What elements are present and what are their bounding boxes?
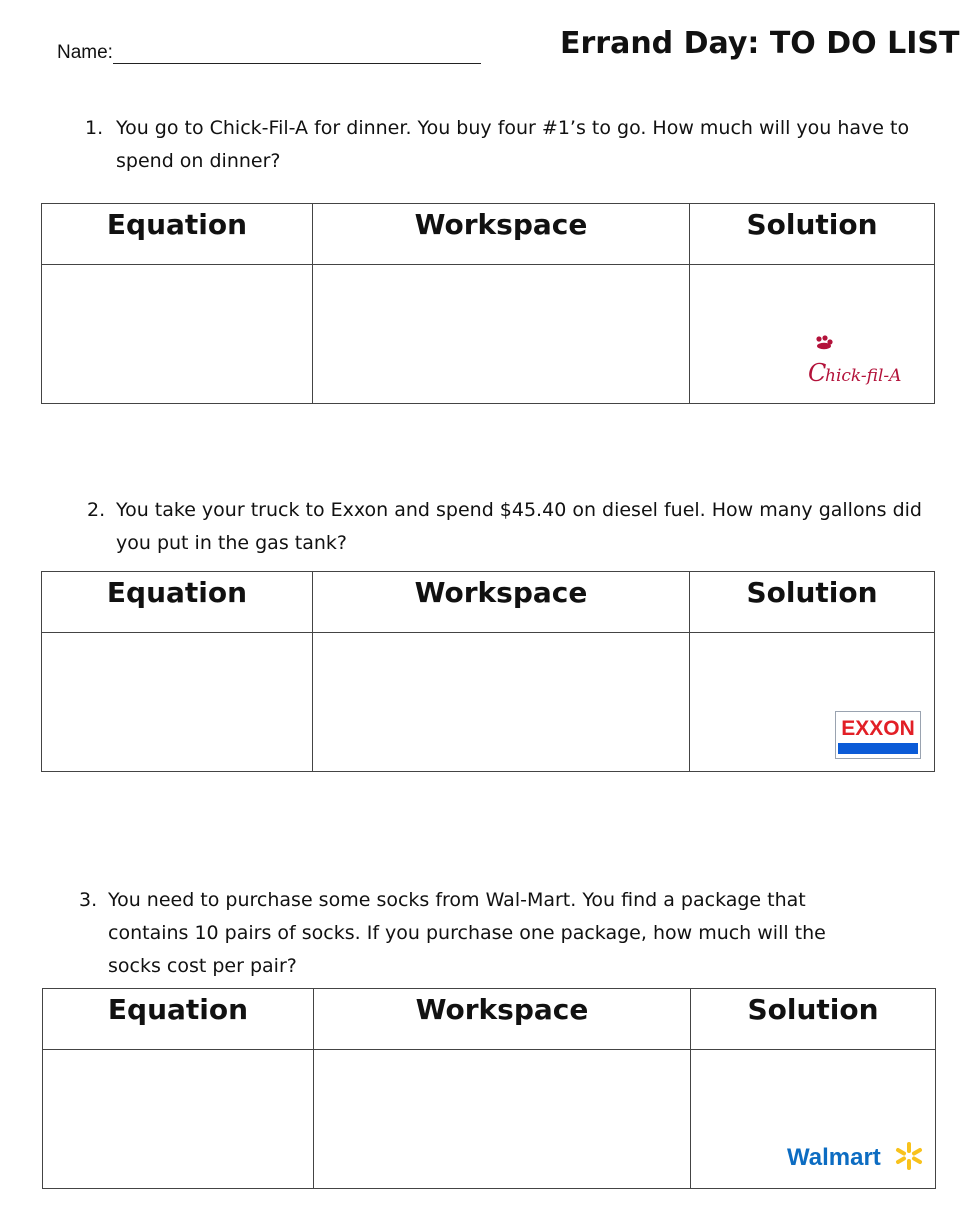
walmart-spark-icon bbox=[898, 1144, 920, 1168]
page-title: Errand Day: TO DO LIST bbox=[560, 26, 960, 61]
question-text: You go to Chick-Fil-A for dinner. You buy four #1’s to go. How much will you have to spend on dinner? bbox=[116, 117, 910, 172]
equation-cell[interactable] bbox=[43, 1050, 314, 1189]
table-header-row bbox=[43, 989, 936, 1050]
workspace-header: Workspace bbox=[313, 572, 690, 633]
solution-header: Solution bbox=[690, 572, 935, 633]
question-2 bbox=[87, 494, 927, 560]
solution-header: Solution bbox=[691, 989, 936, 1050]
answer-table-2 bbox=[41, 571, 935, 772]
workspace-cell[interactable] bbox=[313, 265, 690, 404]
equation-header: Equation bbox=[43, 989, 314, 1050]
workspace-header: Workspace bbox=[313, 204, 690, 265]
name-field[interactable] bbox=[57, 42, 481, 64]
table-row bbox=[42, 633, 935, 772]
workspace-header: Workspace bbox=[314, 989, 691, 1050]
svg-text:EXXON: EXXON bbox=[841, 717, 915, 740]
solution-header: Solution bbox=[690, 204, 935, 265]
name-blank-line[interactable] bbox=[113, 43, 481, 64]
chick-fil-a-wordmark: C bbox=[808, 359, 827, 387]
chick-fil-a-logo bbox=[806, 333, 918, 393]
chick-fil-a-icon bbox=[806, 333, 918, 389]
walmart-logo bbox=[785, 1136, 927, 1180]
solution-cell[interactable] bbox=[690, 265, 935, 404]
svg-text:hick-fil-A: hick-fil-A bbox=[825, 366, 902, 386]
walmart-icon bbox=[785, 1136, 927, 1176]
exxon-logo bbox=[835, 711, 921, 763]
answer-table-3 bbox=[42, 988, 936, 1189]
question-text: You take your truck to Exxon and spend $45.40 on diesel fuel. How many gallons did you put in the gas tank? bbox=[116, 499, 922, 554]
equation-cell[interactable] bbox=[42, 633, 313, 772]
table-row bbox=[42, 265, 935, 404]
name-label: Name: bbox=[57, 42, 113, 63]
question-number: 1. bbox=[85, 117, 104, 139]
question-text: You need to purchase some socks from Wal-Mart. You find a package that contains 10 pairs of socks. If you purchase one package, how much will the socks cost per pair? bbox=[108, 889, 826, 977]
answer-table-1 bbox=[41, 203, 935, 404]
workspace-cell[interactable] bbox=[313, 633, 690, 772]
question-1 bbox=[85, 112, 925, 178]
solution-cell[interactable] bbox=[691, 1050, 936, 1189]
equation-cell[interactable] bbox=[42, 265, 313, 404]
question-number: 3. bbox=[79, 889, 98, 911]
svg-text:Walmart: Walmart bbox=[787, 1144, 881, 1171]
question-number: 2. bbox=[87, 499, 106, 521]
solution-cell[interactable] bbox=[690, 633, 935, 772]
equation-header: Equation bbox=[42, 572, 313, 633]
question-3 bbox=[79, 884, 879, 983]
table-header-row bbox=[42, 204, 935, 265]
equation-header: Equation bbox=[42, 204, 313, 265]
workspace-cell[interactable] bbox=[314, 1050, 691, 1189]
table-row bbox=[43, 1050, 936, 1189]
exxon-icon bbox=[835, 711, 921, 759]
table-header-row bbox=[42, 572, 935, 633]
